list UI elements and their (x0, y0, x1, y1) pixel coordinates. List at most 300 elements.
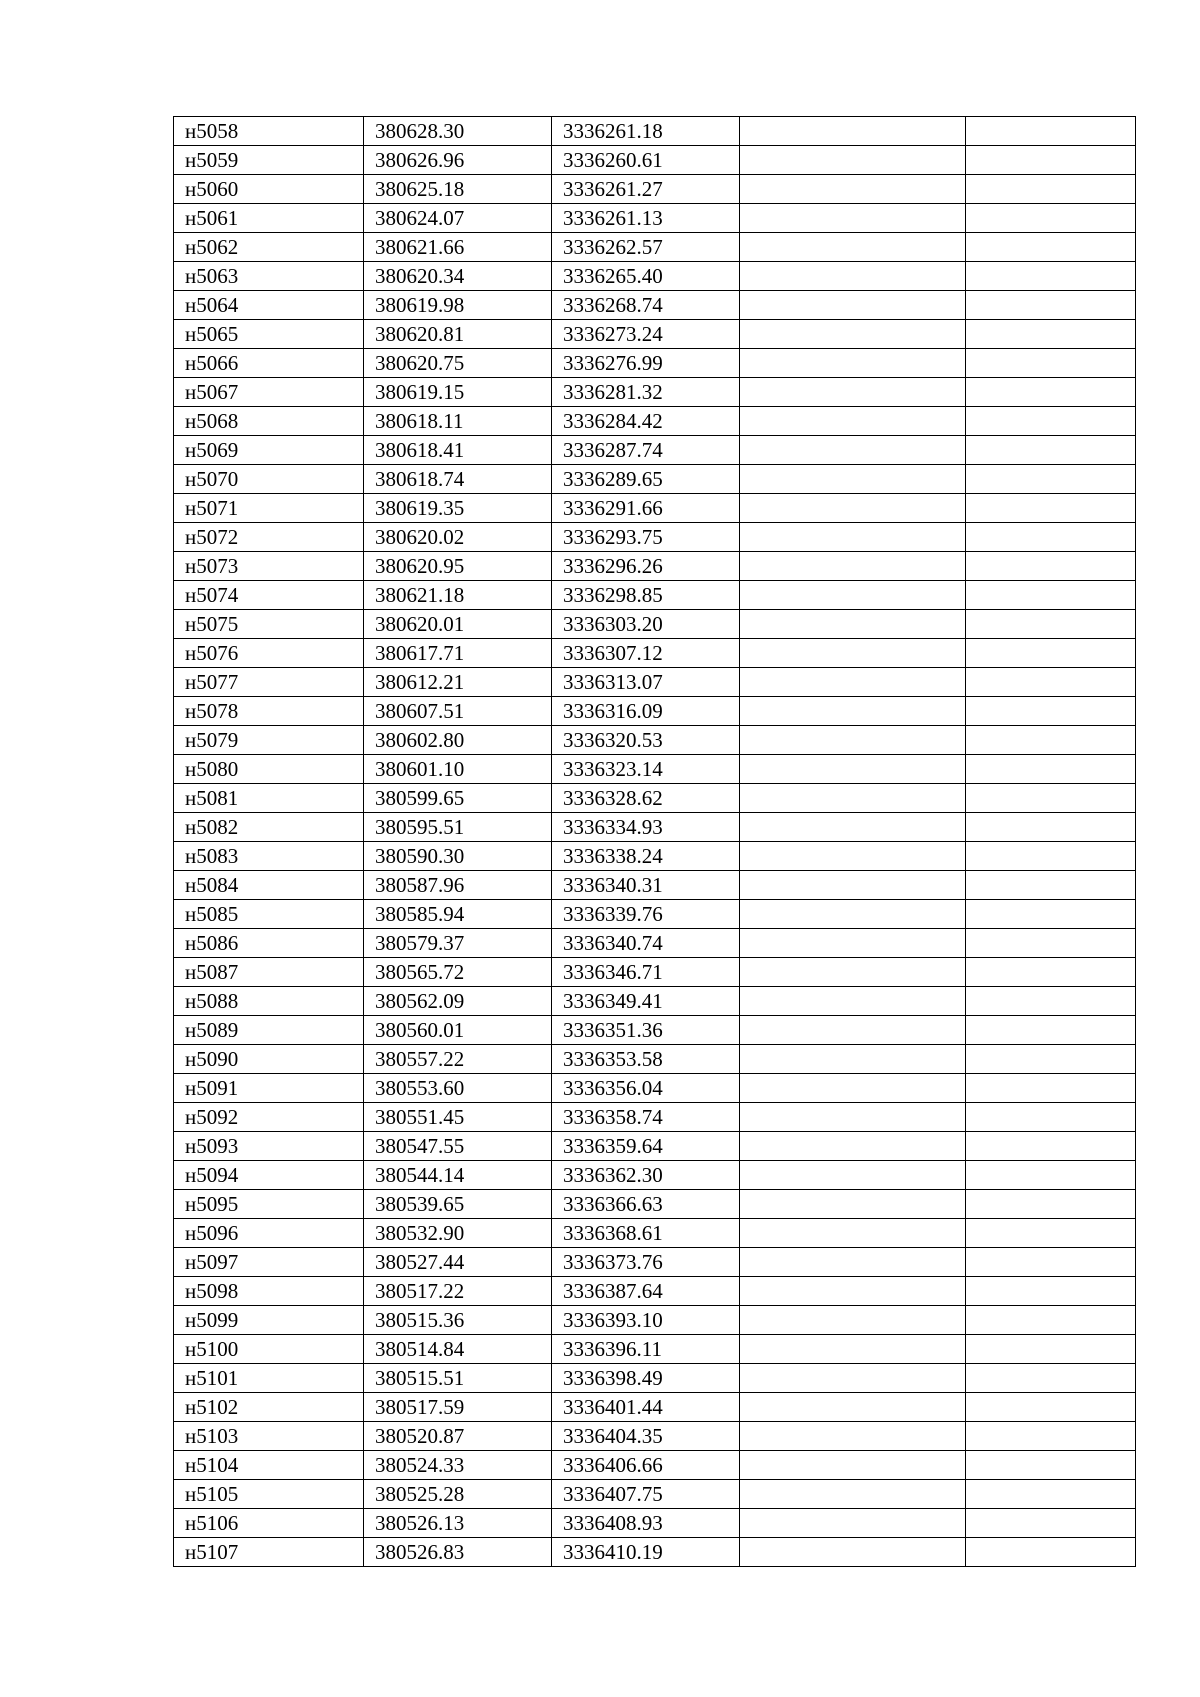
empty-cell-4 (740, 1538, 966, 1567)
empty-cell-5 (966, 1509, 1136, 1538)
x-coordinate-cell: 380526.13 (364, 1509, 552, 1538)
x-coordinate-cell: 380625.18 (364, 175, 552, 204)
empty-cell-5 (966, 1306, 1136, 1335)
y-coordinate-cell: 3336356.04 (552, 1074, 740, 1103)
x-coordinate-cell: 380595.51 (364, 813, 552, 842)
x-coordinate-cell: 380551.45 (364, 1103, 552, 1132)
table-row (174, 1045, 1136, 1074)
empty-cell-4 (740, 1219, 966, 1248)
table-row (174, 523, 1136, 552)
x-coordinate-cell: 380612.21 (364, 668, 552, 697)
empty-cell-5 (966, 900, 1136, 929)
table-row (174, 726, 1136, 755)
table-row (174, 1277, 1136, 1306)
x-coordinate-cell: 380560.01 (364, 1016, 552, 1045)
empty-cell-5 (966, 349, 1136, 378)
y-coordinate-cell: 3336368.61 (552, 1219, 740, 1248)
x-coordinate-cell: 380557.22 (364, 1045, 552, 1074)
y-coordinate-cell: 3336261.27 (552, 175, 740, 204)
x-coordinate-cell: 380607.51 (364, 697, 552, 726)
x-coordinate-cell: 380562.09 (364, 987, 552, 1016)
empty-cell-5 (966, 784, 1136, 813)
x-coordinate-cell: 380618.41 (364, 436, 552, 465)
y-coordinate-cell: 3336323.14 (552, 755, 740, 784)
point-number-cell: н5094 (174, 1161, 364, 1190)
y-coordinate-cell: 3336338.24 (552, 842, 740, 871)
table-row (174, 494, 1136, 523)
empty-cell-5 (966, 1132, 1136, 1161)
y-coordinate-cell: 3336408.93 (552, 1509, 740, 1538)
empty-cell-4 (740, 146, 966, 175)
y-coordinate-cell: 3336313.07 (552, 668, 740, 697)
table-row (174, 842, 1136, 871)
empty-cell-5 (966, 1016, 1136, 1045)
empty-cell-4 (740, 1248, 966, 1277)
table-row (174, 349, 1136, 378)
empty-cell-4 (740, 1045, 966, 1074)
point-number-cell: н5075 (174, 610, 364, 639)
point-number-cell: н5084 (174, 871, 364, 900)
empty-cell-5 (966, 1422, 1136, 1451)
point-number-cell: н5082 (174, 813, 364, 842)
x-coordinate-cell: 380515.51 (364, 1364, 552, 1393)
empty-cell-5 (966, 987, 1136, 1016)
x-coordinate-cell: 380590.30 (364, 842, 552, 871)
point-number-cell: н5106 (174, 1509, 364, 1538)
empty-cell-4 (740, 1509, 966, 1538)
empty-cell-4 (740, 349, 966, 378)
table-row (174, 668, 1136, 697)
table-row (174, 755, 1136, 784)
empty-cell-4 (740, 581, 966, 610)
x-coordinate-cell: 380520.87 (364, 1422, 552, 1451)
point-number-cell: н5072 (174, 523, 364, 552)
empty-cell-4 (740, 378, 966, 407)
y-coordinate-cell: 3336298.85 (552, 581, 740, 610)
point-number-cell: н5100 (174, 1335, 364, 1364)
table-row (174, 987, 1136, 1016)
y-coordinate-cell: 3336281.32 (552, 378, 740, 407)
y-coordinate-cell: 3336268.74 (552, 291, 740, 320)
empty-cell-4 (740, 1103, 966, 1132)
y-coordinate-cell: 3336328.62 (552, 784, 740, 813)
x-coordinate-cell: 380618.11 (364, 407, 552, 436)
point-number-cell: н5061 (174, 204, 364, 233)
table-row (174, 639, 1136, 668)
empty-cell-4 (740, 436, 966, 465)
x-coordinate-cell: 380565.72 (364, 958, 552, 987)
empty-cell-5 (966, 1335, 1136, 1364)
y-coordinate-cell: 3336340.31 (552, 871, 740, 900)
empty-cell-4 (740, 697, 966, 726)
empty-cell-4 (740, 204, 966, 233)
x-coordinate-cell: 380525.28 (364, 1480, 552, 1509)
empty-cell-4 (740, 1132, 966, 1161)
empty-cell-5 (966, 958, 1136, 987)
empty-cell-4 (740, 1451, 966, 1480)
point-number-cell: н5103 (174, 1422, 364, 1451)
x-coordinate-cell: 380626.96 (364, 146, 552, 175)
point-number-cell: н5063 (174, 262, 364, 291)
table-row (174, 1451, 1136, 1480)
empty-cell-4 (740, 117, 966, 146)
empty-cell-4 (740, 784, 966, 813)
table-row (174, 900, 1136, 929)
empty-cell-4 (740, 813, 966, 842)
x-coordinate-cell: 380619.35 (364, 494, 552, 523)
x-coordinate-cell: 380617.71 (364, 639, 552, 668)
table-row (174, 1016, 1136, 1045)
y-coordinate-cell: 3336291.66 (552, 494, 740, 523)
empty-cell-4 (740, 494, 966, 523)
empty-cell-4 (740, 1480, 966, 1509)
empty-cell-4 (740, 291, 966, 320)
point-number-cell: н5070 (174, 465, 364, 494)
empty-cell-5 (966, 842, 1136, 871)
y-coordinate-cell: 3336340.74 (552, 929, 740, 958)
point-number-cell: н5065 (174, 320, 364, 349)
empty-cell-4 (740, 175, 966, 204)
empty-cell-4 (740, 523, 966, 552)
empty-cell-4 (740, 1190, 966, 1219)
point-number-cell: н5087 (174, 958, 364, 987)
coordinates-table-body (174, 117, 1136, 1567)
table-row (174, 291, 1136, 320)
point-number-cell: н5076 (174, 639, 364, 668)
table-row (174, 407, 1136, 436)
table-row (174, 320, 1136, 349)
point-number-cell: н5086 (174, 929, 364, 958)
table-row (174, 1074, 1136, 1103)
x-coordinate-cell: 380628.30 (364, 117, 552, 146)
table-row (174, 117, 1136, 146)
x-coordinate-cell: 380620.02 (364, 523, 552, 552)
point-number-cell: н5090 (174, 1045, 364, 1074)
empty-cell-4 (740, 900, 966, 929)
point-number-cell: н5074 (174, 581, 364, 610)
point-number-cell: н5066 (174, 349, 364, 378)
table-row (174, 1393, 1136, 1422)
table-row (174, 1335, 1136, 1364)
empty-cell-5 (966, 175, 1136, 204)
empty-cell-5 (966, 929, 1136, 958)
empty-cell-5 (966, 146, 1136, 175)
y-coordinate-cell: 3336273.24 (552, 320, 740, 349)
table-row (174, 262, 1136, 291)
y-coordinate-cell: 3336293.75 (552, 523, 740, 552)
point-number-cell: н5096 (174, 1219, 364, 1248)
y-coordinate-cell: 3336265.40 (552, 262, 740, 291)
empty-cell-5 (966, 697, 1136, 726)
empty-cell-4 (740, 610, 966, 639)
x-coordinate-cell: 380620.95 (364, 552, 552, 581)
x-coordinate-cell: 380547.55 (364, 1132, 552, 1161)
empty-cell-5 (966, 1045, 1136, 1074)
x-coordinate-cell: 380624.07 (364, 204, 552, 233)
y-coordinate-cell: 3336359.64 (552, 1132, 740, 1161)
y-coordinate-cell: 3336260.61 (552, 146, 740, 175)
empty-cell-4 (740, 1364, 966, 1393)
table-row (174, 581, 1136, 610)
empty-cell-5 (966, 552, 1136, 581)
empty-cell-4 (740, 320, 966, 349)
x-coordinate-cell: 380527.44 (364, 1248, 552, 1277)
y-coordinate-cell: 3336407.75 (552, 1480, 740, 1509)
point-number-cell: н5104 (174, 1451, 364, 1480)
y-coordinate-cell: 3336351.36 (552, 1016, 740, 1045)
y-coordinate-cell: 3336316.09 (552, 697, 740, 726)
x-coordinate-cell: 380524.33 (364, 1451, 552, 1480)
point-number-cell: н5083 (174, 842, 364, 871)
empty-cell-4 (740, 929, 966, 958)
empty-cell-4 (740, 262, 966, 291)
x-coordinate-cell: 380539.65 (364, 1190, 552, 1219)
y-coordinate-cell: 3336401.44 (552, 1393, 740, 1422)
empty-cell-5 (966, 523, 1136, 552)
table-row (174, 871, 1136, 900)
x-coordinate-cell: 380532.90 (364, 1219, 552, 1248)
point-number-cell: н5091 (174, 1074, 364, 1103)
y-coordinate-cell: 3336353.58 (552, 1045, 740, 1074)
point-number-cell: н5097 (174, 1248, 364, 1277)
y-coordinate-cell: 3336398.49 (552, 1364, 740, 1393)
table-row (174, 1219, 1136, 1248)
empty-cell-5 (966, 291, 1136, 320)
point-number-cell: н5077 (174, 668, 364, 697)
point-number-cell: н5078 (174, 697, 364, 726)
x-coordinate-cell: 380620.34 (364, 262, 552, 291)
empty-cell-5 (966, 465, 1136, 494)
point-number-cell: н5079 (174, 726, 364, 755)
table-row (174, 610, 1136, 639)
y-coordinate-cell: 3336284.42 (552, 407, 740, 436)
empty-cell-5 (966, 204, 1136, 233)
x-coordinate-cell: 380517.22 (364, 1277, 552, 1306)
table-row (174, 1161, 1136, 1190)
point-number-cell: н5080 (174, 755, 364, 784)
empty-cell-5 (966, 1538, 1136, 1567)
y-coordinate-cell: 3336296.26 (552, 552, 740, 581)
coordinates-table (173, 116, 1136, 1567)
point-number-cell: н5060 (174, 175, 364, 204)
empty-cell-5 (966, 581, 1136, 610)
empty-cell-5 (966, 436, 1136, 465)
empty-cell-5 (966, 1248, 1136, 1277)
y-coordinate-cell: 3336320.53 (552, 726, 740, 755)
x-coordinate-cell: 380620.75 (364, 349, 552, 378)
empty-cell-4 (740, 407, 966, 436)
x-coordinate-cell: 380579.37 (364, 929, 552, 958)
y-coordinate-cell: 3336362.30 (552, 1161, 740, 1190)
y-coordinate-cell: 3336334.93 (552, 813, 740, 842)
y-coordinate-cell: 3336404.35 (552, 1422, 740, 1451)
y-coordinate-cell: 3336366.63 (552, 1190, 740, 1219)
table-row (174, 436, 1136, 465)
empty-cell-4 (740, 1074, 966, 1103)
table-row (174, 784, 1136, 813)
empty-cell-5 (966, 320, 1136, 349)
x-coordinate-cell: 380620.01 (364, 610, 552, 639)
point-number-cell: н5059 (174, 146, 364, 175)
point-number-cell: н5092 (174, 1103, 364, 1132)
empty-cell-4 (740, 755, 966, 784)
empty-cell-4 (740, 842, 966, 871)
y-coordinate-cell: 3336358.74 (552, 1103, 740, 1132)
empty-cell-5 (966, 1074, 1136, 1103)
empty-cell-4 (740, 958, 966, 987)
point-number-cell: н5068 (174, 407, 364, 436)
empty-cell-5 (966, 1219, 1136, 1248)
empty-cell-5 (966, 639, 1136, 668)
table-row (174, 1364, 1136, 1393)
table-row (174, 552, 1136, 581)
empty-cell-5 (966, 1480, 1136, 1509)
table-row (174, 1190, 1136, 1219)
y-coordinate-cell: 3336289.65 (552, 465, 740, 494)
empty-cell-5 (966, 871, 1136, 900)
point-number-cell: н5102 (174, 1393, 364, 1422)
x-coordinate-cell: 380618.74 (364, 465, 552, 494)
y-coordinate-cell: 3336410.19 (552, 1538, 740, 1567)
point-number-cell: н5095 (174, 1190, 364, 1219)
empty-cell-5 (966, 1277, 1136, 1306)
empty-cell-5 (966, 610, 1136, 639)
point-number-cell: н5058 (174, 117, 364, 146)
table-row (174, 146, 1136, 175)
empty-cell-4 (740, 1016, 966, 1045)
point-number-cell: н5071 (174, 494, 364, 523)
y-coordinate-cell: 3336346.71 (552, 958, 740, 987)
y-coordinate-cell: 3336393.10 (552, 1306, 740, 1335)
table-row (174, 1103, 1136, 1132)
point-number-cell: н5089 (174, 1016, 364, 1045)
x-coordinate-cell: 380620.81 (364, 320, 552, 349)
x-coordinate-cell: 380619.98 (364, 291, 552, 320)
table-row (174, 1480, 1136, 1509)
empty-cell-5 (966, 668, 1136, 697)
table-row (174, 1509, 1136, 1538)
point-number-cell: н5099 (174, 1306, 364, 1335)
empty-cell-4 (740, 233, 966, 262)
empty-cell-5 (966, 1451, 1136, 1480)
empty-cell-5 (966, 378, 1136, 407)
y-coordinate-cell: 3336276.99 (552, 349, 740, 378)
empty-cell-5 (966, 407, 1136, 436)
table-row (174, 204, 1136, 233)
y-coordinate-cell: 3336262.57 (552, 233, 740, 262)
empty-cell-4 (740, 1277, 966, 1306)
point-number-cell: н5105 (174, 1480, 364, 1509)
table-row (174, 175, 1136, 204)
point-number-cell: н5098 (174, 1277, 364, 1306)
y-coordinate-cell: 3336349.41 (552, 987, 740, 1016)
empty-cell-4 (740, 987, 966, 1016)
x-coordinate-cell: 380621.18 (364, 581, 552, 610)
empty-cell-4 (740, 1306, 966, 1335)
point-number-cell: н5067 (174, 378, 364, 407)
table-row (174, 1422, 1136, 1451)
x-coordinate-cell: 380515.36 (364, 1306, 552, 1335)
empty-cell-4 (740, 639, 966, 668)
empty-cell-5 (966, 1190, 1136, 1219)
point-number-cell: н5062 (174, 233, 364, 262)
point-number-cell: н5101 (174, 1364, 364, 1393)
table-row (174, 1538, 1136, 1567)
empty-cell-5 (966, 1393, 1136, 1422)
y-coordinate-cell: 3336307.12 (552, 639, 740, 668)
table-row (174, 813, 1136, 842)
empty-cell-5 (966, 262, 1136, 291)
point-number-cell: н5107 (174, 1538, 364, 1567)
x-coordinate-cell: 380514.84 (364, 1335, 552, 1364)
x-coordinate-cell: 380601.10 (364, 755, 552, 784)
table-row (174, 697, 1136, 726)
empty-cell-5 (966, 813, 1136, 842)
point-number-cell: н5073 (174, 552, 364, 581)
empty-cell-5 (966, 1364, 1136, 1393)
x-coordinate-cell: 380526.83 (364, 1538, 552, 1567)
empty-cell-5 (966, 233, 1136, 262)
point-number-cell: н5093 (174, 1132, 364, 1161)
x-coordinate-cell: 380619.15 (364, 378, 552, 407)
empty-cell-5 (966, 117, 1136, 146)
empty-cell-4 (740, 465, 966, 494)
table-row (174, 1306, 1136, 1335)
empty-cell-4 (740, 1422, 966, 1451)
empty-cell-4 (740, 668, 966, 697)
empty-cell-4 (740, 726, 966, 755)
x-coordinate-cell: 380553.60 (364, 1074, 552, 1103)
x-coordinate-cell: 380587.96 (364, 871, 552, 900)
x-coordinate-cell: 380621.66 (364, 233, 552, 262)
empty-cell-4 (740, 1335, 966, 1364)
table-row (174, 378, 1136, 407)
table-row (174, 929, 1136, 958)
y-coordinate-cell: 3336261.18 (552, 117, 740, 146)
empty-cell-5 (966, 494, 1136, 523)
y-coordinate-cell: 3336339.76 (552, 900, 740, 929)
empty-cell-4 (740, 552, 966, 581)
point-number-cell: н5069 (174, 436, 364, 465)
point-number-cell: н5064 (174, 291, 364, 320)
y-coordinate-cell: 3336287.74 (552, 436, 740, 465)
x-coordinate-cell: 380517.59 (364, 1393, 552, 1422)
y-coordinate-cell: 3336406.66 (552, 1451, 740, 1480)
empty-cell-4 (740, 1161, 966, 1190)
empty-cell-4 (740, 871, 966, 900)
table-row (174, 465, 1136, 494)
y-coordinate-cell: 3336387.64 (552, 1277, 740, 1306)
x-coordinate-cell: 380599.65 (364, 784, 552, 813)
y-coordinate-cell: 3336303.20 (552, 610, 740, 639)
table-row (174, 1248, 1136, 1277)
empty-cell-4 (740, 1393, 966, 1422)
table-row (174, 1132, 1136, 1161)
table-row (174, 958, 1136, 987)
point-number-cell: н5085 (174, 900, 364, 929)
y-coordinate-cell: 3336261.13 (552, 204, 740, 233)
empty-cell-5 (966, 1103, 1136, 1132)
point-number-cell: н5081 (174, 784, 364, 813)
y-coordinate-cell: 3336396.11 (552, 1335, 740, 1364)
x-coordinate-cell: 380602.80 (364, 726, 552, 755)
point-number-cell: н5088 (174, 987, 364, 1016)
empty-cell-5 (966, 726, 1136, 755)
y-coordinate-cell: 3336373.76 (552, 1248, 740, 1277)
empty-cell-5 (966, 755, 1136, 784)
x-coordinate-cell: 380544.14 (364, 1161, 552, 1190)
x-coordinate-cell: 380585.94 (364, 900, 552, 929)
